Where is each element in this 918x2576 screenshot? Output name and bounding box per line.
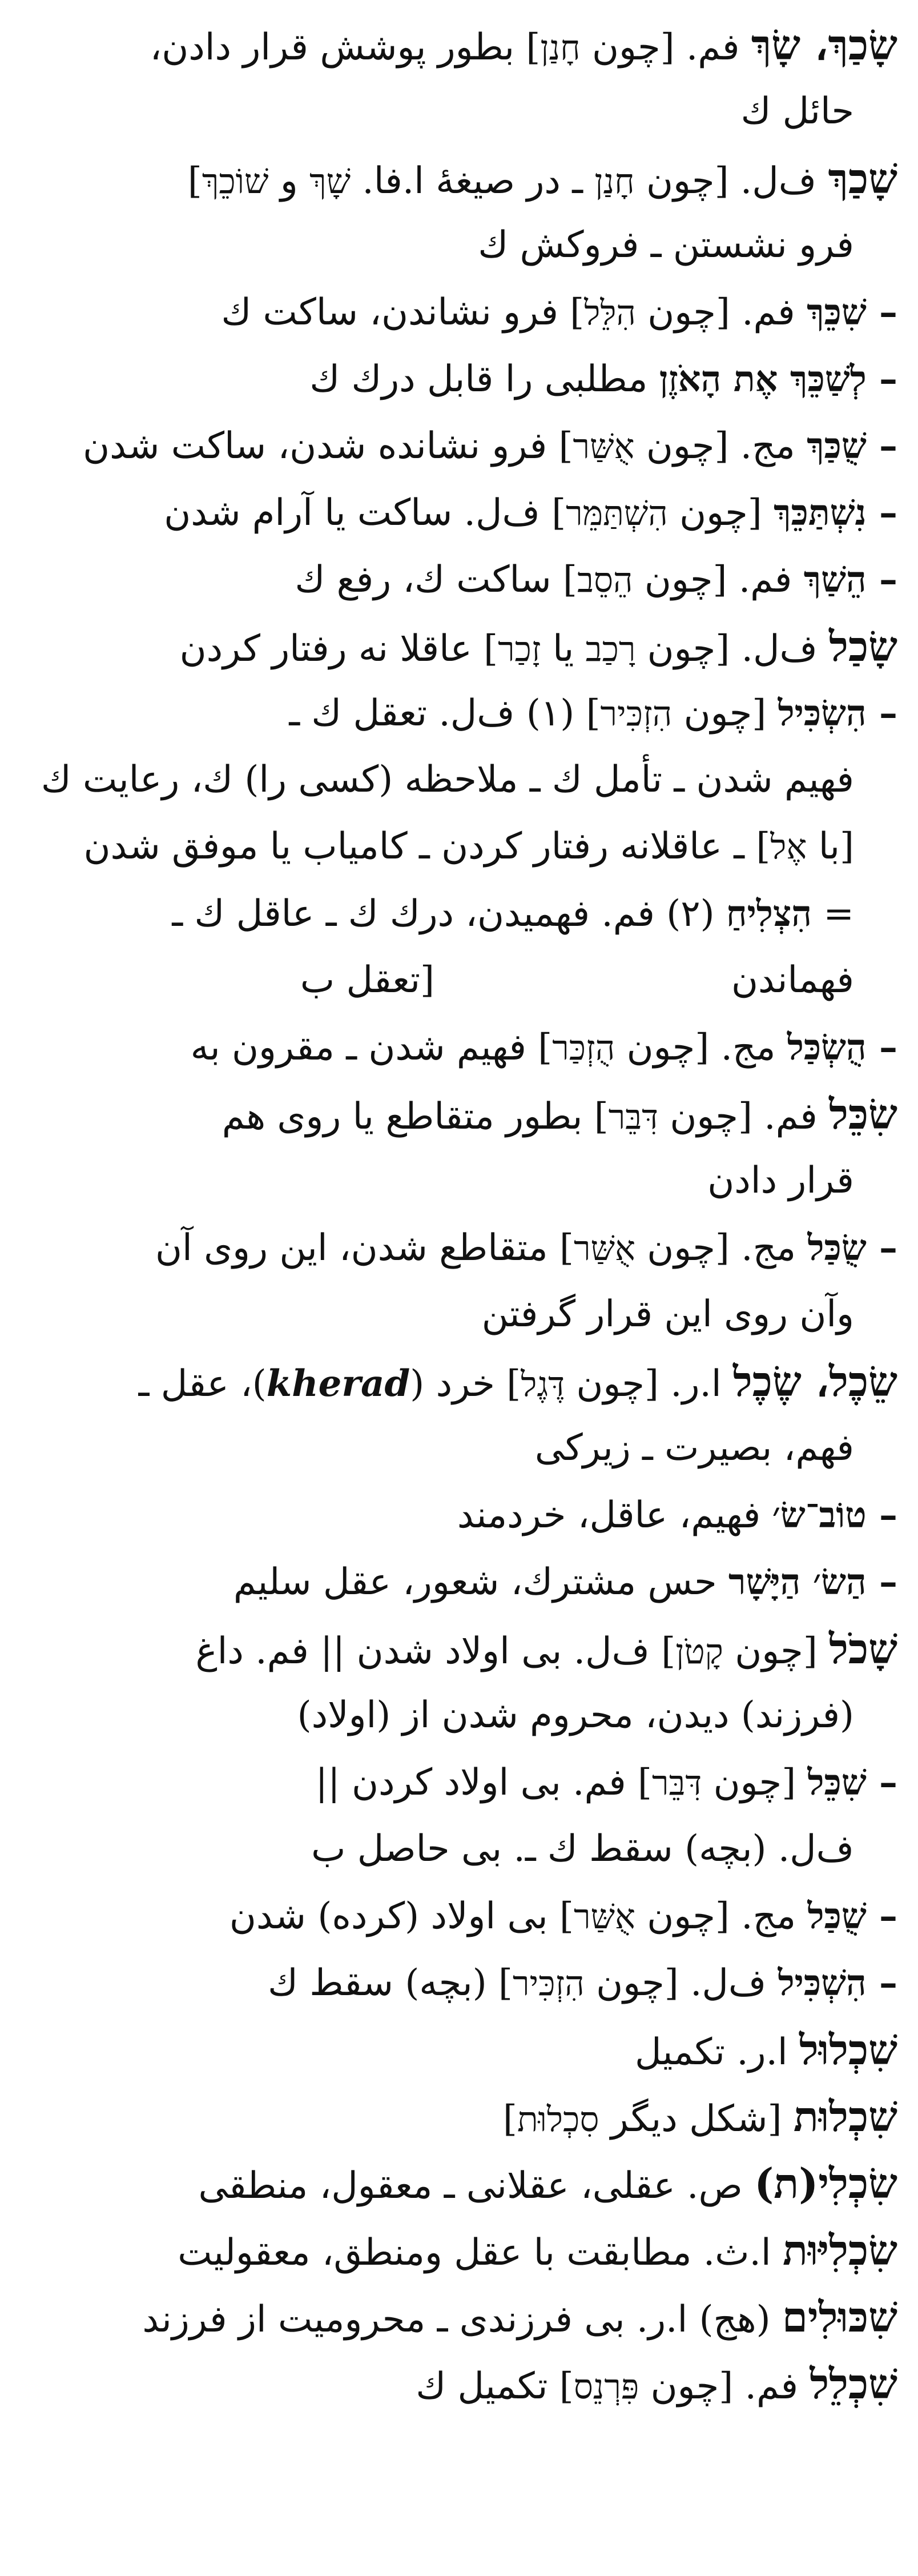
definition-text: مج. [چون bbox=[615, 1026, 787, 1069]
definition-text: ] ساكت ك، رفع ك bbox=[295, 559, 577, 601]
dictionary-line bbox=[21, 613, 897, 680]
definition-text: ] بطور پوشش قرار دادن، bbox=[150, 26, 541, 69]
definition-text: [چون bbox=[667, 492, 774, 534]
derived-form: הַשׂ׳ הַיָּשָׁר bbox=[728, 1561, 867, 1603]
definition-text: – bbox=[866, 424, 897, 467]
definition-text: ] تكميل ك bbox=[416, 2365, 574, 2408]
definition-text: ـ در صيغهٔ ا.فا. bbox=[351, 160, 595, 202]
dictionary-line bbox=[21, 546, 897, 613]
hebrew-reference: זָכַר bbox=[498, 629, 541, 669]
definition-text: [شكل ديگر bbox=[599, 2098, 794, 2140]
dictionary-line bbox=[21, 1682, 897, 1749]
derived-form: הִשְׂכִּיל bbox=[778, 692, 867, 734]
definition-text: قرار دادن bbox=[707, 1159, 854, 1202]
derived-form: שִׁכֵּל bbox=[807, 1762, 867, 1803]
definition-text: – bbox=[866, 1494, 897, 1536]
definition-text: ] بى اولاد (كرده) شدن bbox=[229, 1895, 574, 1937]
definition-text: – bbox=[866, 558, 897, 601]
definition-text: – bbox=[866, 692, 897, 735]
definition-text: حائل ك bbox=[740, 90, 854, 133]
hebrew-reference: דִּבֵּר bbox=[651, 1763, 702, 1803]
dictionary-line bbox=[21, 1615, 897, 1682]
derived-form: טוֹב־שׂ׳ bbox=[772, 1494, 867, 1536]
dictionary-line bbox=[21, 1816, 897, 1883]
dictionary-line bbox=[21, 1281, 897, 1348]
dictionary-line bbox=[21, 1415, 897, 1482]
definition-text: فم. [چون bbox=[639, 2365, 810, 2408]
headword: שָׂכַל bbox=[829, 622, 897, 671]
hebrew-reference: הִזְכִּיר bbox=[600, 694, 673, 734]
hebrew-reference: הִשְׁתַּמֵּר bbox=[566, 493, 668, 533]
hebrew-reference: סִכְלוּת bbox=[517, 2100, 599, 2140]
headword: שָׁכֹל bbox=[829, 1624, 897, 1673]
dictionary-line bbox=[21, 412, 897, 479]
definition-text: فرو نشستن ـ فروكش ك bbox=[478, 224, 854, 266]
definition-text: مج. [چون bbox=[635, 1227, 808, 1269]
definition-text: ] ف‌ل. بى اولاد شدن || فم. داغ bbox=[195, 1630, 676, 1672]
headword: שִׁכְלוּל bbox=[799, 2025, 897, 2074]
hebrew-reference: הִזְכִּיר bbox=[513, 1964, 585, 2004]
hebrew-reference: הֻזְכַּר bbox=[552, 1028, 615, 1068]
derived-form: שִׁכֵּךְ bbox=[807, 291, 867, 333]
definition-text: – bbox=[866, 358, 897, 400]
definition-text: فم. [چون bbox=[580, 26, 751, 69]
derived-form: לְשַׁכֵּךְ אֶת הָאֹזֶן bbox=[659, 358, 867, 400]
definition-text: ف‌ل. [چون bbox=[635, 628, 830, 670]
headword: שִׁכְלֵל bbox=[810, 2360, 897, 2408]
dictionary-line bbox=[21, 880, 897, 947]
dictionary-line bbox=[21, 479, 897, 546]
definition-text: وآن روى اين قرار گرفتن bbox=[481, 1293, 854, 1335]
hebrew-reference: הֵסֵב bbox=[577, 560, 633, 600]
definition-text: ] bbox=[502, 2098, 517, 2140]
headword: שִׂכְלִי(ת) bbox=[754, 2159, 897, 2208]
definition-text: (هج) ا.ر. بى فرزندى ـ محروميت از فرزند bbox=[142, 2298, 782, 2341]
hebrew-reference: דֶּגֶל bbox=[521, 1365, 565, 1405]
dictionary-line bbox=[21, 747, 897, 813]
definition-text: – bbox=[866, 1961, 897, 2004]
hebrew-reference: אֻשַּׁר bbox=[573, 1897, 635, 1937]
headword: שָׁכַךְ bbox=[828, 154, 897, 203]
definition-text: ] فرو نشاندن، ساكت ك bbox=[221, 291, 585, 334]
derived-form: שֻׁכַּךְ bbox=[807, 425, 867, 467]
definition-text: فهم، بصيرت ـ زيركى bbox=[534, 1427, 854, 1469]
definition-text: (۲) فم. فهميدن، درك ك ـ عاقل ك ـ bbox=[172, 893, 726, 935]
definition-text: ا.ر. [چون bbox=[565, 1363, 733, 1405]
dictionary-line bbox=[21, 2350, 897, 2417]
dictionary-line bbox=[21, 279, 897, 346]
definition-text: ف‌ل. [چون bbox=[584, 1962, 778, 2004]
dictionary-line bbox=[21, 1749, 897, 1816]
definition-text: ] فرو نشانده شدن، ساكت شدن bbox=[83, 425, 573, 467]
definition-text: ا.ر. تكميل bbox=[635, 2031, 800, 2073]
dictionary-line bbox=[21, 212, 897, 279]
dictionary-line bbox=[21, 2284, 897, 2350]
dictionary-line bbox=[21, 1348, 897, 1415]
headword: שִׁכּוּלִים bbox=[782, 2293, 897, 2341]
dictionary-line bbox=[21, 2217, 897, 2284]
definition-text: ] ف‌ل. ساكت يا آرام شدن bbox=[164, 492, 566, 534]
dictionary-line bbox=[21, 1482, 897, 1548]
dictionary-line bbox=[21, 2016, 897, 2083]
dictionary-line bbox=[21, 1014, 897, 1081]
dictionary-line bbox=[21, 346, 897, 412]
definition-text: ] فم. بى اولاد كردن || bbox=[315, 1762, 652, 1804]
dictionary-line bbox=[21, 1081, 897, 1147]
definition-text: يا bbox=[541, 628, 586, 670]
definition-text: [چون bbox=[672, 692, 778, 735]
dictionary-line bbox=[21, 947, 897, 1014]
dictionary-line bbox=[21, 11, 897, 78]
dictionary-line bbox=[21, 680, 897, 747]
definition-text: – bbox=[866, 1895, 897, 1937]
definition-text: [چون bbox=[723, 1630, 830, 1672]
derived-form: שֻׂכַּל bbox=[807, 1227, 867, 1269]
definition-text: ] خرد ( bbox=[410, 1363, 521, 1405]
definition-text: فهيم شدن ـ تأمل ك ـ ملاحظه (كسى را) ك، رعايت ك bbox=[41, 759, 854, 801]
dictionary-line bbox=[21, 1214, 897, 1281]
definition-text: kherad bbox=[266, 1362, 410, 1405]
definition-text: [تعقل ب bbox=[300, 959, 434, 1001]
definition-text: مج. [چون bbox=[635, 1895, 808, 1937]
definition-text: ف‌ل. (بچه) سقط ك ـ. بى حاصل ب bbox=[311, 1828, 854, 1870]
headword: שִׂכְלִיּוּת bbox=[782, 2226, 897, 2274]
dictionary-line bbox=[21, 1949, 897, 2016]
derived-form: נִשְׁתַּכֵּךְ bbox=[774, 492, 867, 533]
headword: שֵׂכֶל، שֶׂכֶל bbox=[733, 1357, 897, 1406]
dictionary-line bbox=[21, 813, 897, 880]
definition-text: حس مشترك، شعور، عقل سليم bbox=[233, 1561, 728, 1603]
definition-text: – bbox=[866, 1761, 897, 1804]
hebrew-reference: שָׁךְ bbox=[309, 162, 351, 202]
dictionary-line bbox=[21, 1147, 897, 1214]
definition-text: ] bbox=[187, 160, 202, 202]
derived-form: הֻשְׂכַּל bbox=[787, 1026, 867, 1068]
derived-form: שֻׁכַּל bbox=[807, 1895, 867, 1937]
dictionary-line bbox=[21, 78, 897, 145]
definition-text: )، عقل ـ bbox=[138, 1363, 267, 1405]
definition-text: – bbox=[866, 491, 897, 534]
hebrew-reference: חָנַן bbox=[540, 28, 581, 68]
definition-text: = bbox=[812, 893, 854, 935]
definition-text: ا.ث. مطابقت با عقل ومنطق، معقوليت bbox=[178, 2232, 783, 2274]
derived-form: הֵשַׁךְ bbox=[803, 559, 867, 600]
definition-text: ] (بچه) سقط ك bbox=[268, 1962, 513, 2004]
definition-text: – bbox=[866, 1560, 897, 1603]
definition-text: فهماندن bbox=[731, 959, 854, 1001]
headword: שִׁכְלוּת bbox=[793, 2092, 897, 2141]
hebrew-reference: דִּבֵּר bbox=[608, 1097, 658, 1137]
definition-text: – bbox=[866, 1226, 897, 1269]
derived-form: הִשְׁכִּיל bbox=[778, 1962, 867, 2004]
hebrew-reference: אֻשַּׁר bbox=[573, 427, 635, 467]
dictionary-line bbox=[21, 1548, 897, 1615]
definition-text: ] عاقلا نه رفتار كردن bbox=[179, 628, 498, 670]
definition-text: مطلبى را قابل درك ك bbox=[309, 358, 659, 400]
definition-text: فم. [چون bbox=[635, 291, 807, 334]
definition-text: فم. [چون bbox=[658, 1096, 830, 1138]
definition-text: فم. [چون bbox=[633, 559, 804, 601]
definition-text: – bbox=[866, 1026, 897, 1069]
definition-text: ] متقاطع شدن، اين روى آن bbox=[155, 1227, 574, 1269]
definition-text: ص. عقلى، عقلانى ـ معقول، منطقى bbox=[198, 2165, 755, 2207]
dictionary-line bbox=[21, 2083, 897, 2150]
definition-text: [چون bbox=[702, 1762, 808, 1804]
definition-text: ] (۱) ف‌ل. تعقل ك ـ bbox=[289, 692, 601, 735]
dictionary-line bbox=[21, 1883, 897, 1949]
definition-text: [با bbox=[807, 825, 854, 868]
definition-text: ] بطور متقاطع يا روى هم bbox=[222, 1096, 609, 1138]
hebrew-reference: רָכַב bbox=[585, 629, 636, 669]
headword: שִׂכֵּל bbox=[829, 1090, 897, 1138]
hebrew-reference: פִּרְנֵס bbox=[573, 2367, 639, 2407]
definition-text: فهيم، عاقل، خردمند bbox=[457, 1494, 772, 1536]
hebrew-reference: אֻשַּׁר bbox=[573, 1229, 635, 1269]
definition-text: ] فهيم شدن ـ مقرون به bbox=[190, 1026, 553, 1069]
definition-text: – bbox=[866, 291, 897, 334]
hebrew-reference: חָנַן bbox=[594, 162, 635, 202]
definition-text: ف‌ل. [چون bbox=[634, 160, 828, 202]
hebrew-reference: אֶל bbox=[770, 827, 807, 867]
headword: שָׂכַךְ، שָׂךְ bbox=[751, 21, 897, 69]
hebrew-reference: קָטֹן bbox=[675, 1632, 723, 1672]
definition-text: و bbox=[268, 160, 310, 202]
hebrew-reference: שׁוֹכֵךְ bbox=[202, 162, 269, 202]
hebrew-reference: הִלֵּל bbox=[584, 293, 636, 333]
definition-text: مج. [چون bbox=[634, 425, 807, 467]
definition-text: (فرزند) ديدن، محروم شدن از (اولاد) bbox=[297, 1694, 854, 1736]
derived-form: הִצְלִיחַ bbox=[726, 893, 812, 934]
dictionary-line bbox=[21, 2150, 897, 2217]
dictionary-line bbox=[21, 145, 897, 212]
definition-text: ] ـ عاقلانه رفتار كردن ـ كامياب يا موفق شدن bbox=[83, 825, 771, 868]
